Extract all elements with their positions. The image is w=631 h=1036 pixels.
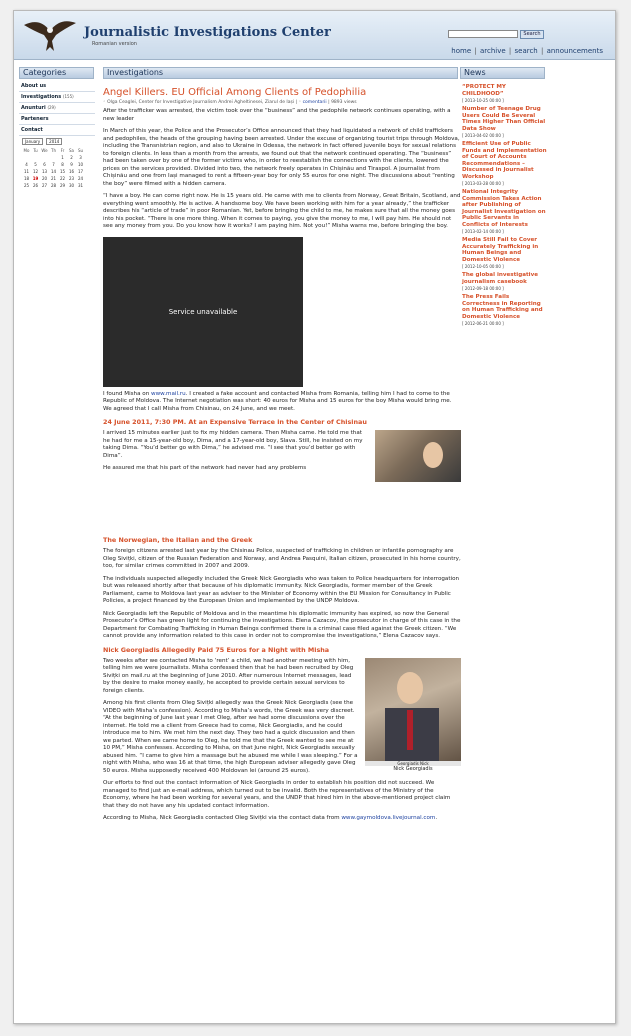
article-paragraph: In March of this year, the Police and the Prosecutor’s Office announced that they had liquidated a network of child traffickers and pedophiles, the heads of the grouping having been arrested. Under the excuse of organizing tourist trips through Moldova, including the Transnistrian region, and also to Ukraine in Odessa, the network in fact offered juvenile boys for sexual relations to foreign clients. In less than a month from the arrests, we found out that the network continued operating. The “business” had been taken over by one of the former victims who, in order to reestablish the connections with the clients, lowered the prices on the services provided. Divided into two, the network freely operates in Chișinău and Tiraspol. A journalist from Chișinău and one from Iași managed to rent a fifteen-year boy for only 55 euros for one night. The discussions about “renting the boy” were filmed with a hidden camera.	[103, 128, 460, 187]
terrace-section	[103, 430, 461, 494]
category-count: (155)	[62, 94, 74, 99]
left-sidebar	[19, 81, 95, 189]
article-lead: After the trafficker was arrested, the victim took over the “business” and the pedophile network continues operating, with a new leader	[103, 108, 451, 122]
news-item	[462, 141, 548, 186]
nav-archive-link[interactable]: archive	[479, 47, 506, 55]
paragraph-text: . I created a fake account and contacted Misha from Romania, telling him I had to come to the Republic of Moldova. The Internet negotiation was short: 40 euros for Misha and 15 euros for the boy Misha would bring me. We agreed that I call Misha from Chisinau, on 24 June, and we meet.	[103, 390, 452, 412]
terrace-photo	[375, 430, 461, 482]
news-heading: News	[460, 67, 545, 79]
article-paragraph	[103, 815, 461, 823]
comment-icon: ◦	[103, 100, 106, 105]
calendar-year-select[interactable]: 2014	[46, 138, 62, 145]
weekday-label: Tu	[33, 148, 38, 153]
news-item	[462, 84, 548, 103]
photo-inner-caption: Georgiadis Nick	[365, 761, 461, 766]
calendar-day[interactable]: 5	[34, 162, 37, 167]
byline-authors: Olga Ceaglei, Center for Investigative Journalism Andrei Agheltinesei, Ziarul de Iași	[107, 100, 295, 105]
calendar-week	[22, 175, 85, 182]
video-status-text: Service unavailable	[168, 307, 238, 316]
news-title-link[interactable]: “PROTECT MY CHILDHOOD”	[462, 84, 506, 97]
site-header	[14, 11, 615, 60]
news-date: [ 2013-02-14 00:00 ]	[462, 229, 504, 234]
calendar-day[interactable]: 2	[70, 155, 73, 160]
site-title[interactable]: Journalistic Investigations Center	[84, 25, 331, 40]
article-paragraph: “I have a boy. He can come right now. He is 15 years old. He came with me to clients from Norway, Great Britain, Scotland, and everything went smoothly. He is active. A handsome boy. We have been working with him for a year already,” the trafficker describes his “article of trade” in poor Romanian. Yet, before bringing the child to me, he makes sure that all the money goes into his pocket. “There is one more thing. When it comes to paying, you give the money to me, I will pay him. He should not see any money from you. Do you know how it works? I am paying him. Not you!” Misha warns me, before bringing the boy.	[103, 193, 461, 229]
site-subtitle: Romanian version	[92, 41, 137, 47]
calendar-day[interactable]: 18	[23, 176, 30, 181]
article-paragraph	[103, 391, 461, 414]
georgiadis-image	[365, 658, 461, 766]
article-paragraph: He assured me that his part of the network had never had any problems	[103, 465, 307, 471]
news-item	[462, 189, 548, 234]
news-sidebar	[460, 81, 548, 326]
weekday-label: Fr	[60, 148, 65, 153]
article-paragraph: Two weeks after we contacted Misha to ‘rent’ a child, we had another meeting with him, telling him we were journalists. Misha confessed then that he had been recruited by Oleg Sivițki on mail.ru at the beginning of June 2010. After numerous Internet messages, lead by the desire to make money easily, he accepted to provide certain sexual services to foreign clients.	[103, 657, 354, 694]
calendar-day[interactable]: 29	[59, 183, 66, 188]
calendar-day[interactable]: 23	[68, 176, 75, 181]
calendar-day	[22, 154, 31, 161]
calendar-day[interactable]: 9	[70, 162, 73, 167]
article-title[interactable]: Angel Killers. EU Official Among Clients of Pedophilia	[103, 87, 367, 98]
calendar-day[interactable]: 6	[43, 162, 46, 167]
news-date: [ 2013-04-02 00:00 ]	[462, 133, 504, 138]
news-title-link[interactable]: Efficient Use of Public Funds and Implementation of Court of Accounts Recommendations – Discussed in Journalist Workshop	[462, 141, 547, 180]
calendar-day[interactable]: 31	[77, 183, 84, 188]
top-nav: home | archive | search | announcements	[451, 47, 603, 55]
calendar-day[interactable]: 27	[41, 183, 48, 188]
main-content	[103, 71, 461, 828]
calendar-day[interactable]: 16	[68, 169, 75, 174]
calendar-day[interactable]: 26	[32, 183, 39, 188]
news-title-link[interactable]: The Press Fails Correctness in Reporting on Human Trafficking and Domestic Violence	[462, 294, 543, 320]
article-byline: ◦ Olga Ceaglei, Center for Investigative Journalism Andrei Agheltinesei, Ziarul de Iași | ◦ comentarii | 9893 views	[103, 100, 357, 105]
category-contact[interactable]	[19, 125, 95, 136]
category-label: Contact	[21, 127, 43, 133]
nav-home-link[interactable]: home	[451, 47, 472, 55]
category-anunturi[interactable]	[19, 103, 95, 114]
calendar-day[interactable]: 20	[41, 176, 48, 181]
photo-caption: Nick Georgiadis	[393, 765, 433, 772]
news-item	[462, 106, 548, 138]
weekday-label: Th	[51, 148, 56, 153]
gaymoldova-link[interactable]: www.gaymoldova.livejournal.com	[341, 815, 436, 821]
category-label: About us	[21, 83, 47, 89]
calendar-day[interactable]: 4	[25, 162, 28, 167]
calendar-day	[49, 154, 58, 161]
calendar-week	[22, 168, 85, 175]
investigations-heading: Investigations	[103, 67, 458, 79]
weekday-label: Sa	[69, 148, 74, 153]
article-paragraph: Our efforts to find out the contact information of Nick Georgiadis in order to establish his position did not succeed. We managed to find just an e-mail address, which turned out to be invalid. Both the representatives of the Ministry of the Economy, where he had been working for several years, and the UNDP that hired him in the above-mentioned project claim that they do not have any his updated contact information.	[103, 780, 451, 809]
calendar-day[interactable]: 28	[50, 183, 57, 188]
calendar-controls	[22, 138, 95, 145]
news-title-link[interactable]: Number of Teenage Drug Users Could Be Several Times Higher Than Official Data Show	[462, 106, 546, 132]
calendar-week	[22, 161, 85, 168]
category-label: Anunturi	[21, 105, 46, 111]
article-paragraph: Among his first clients from Oleg Sivițki allegedly was the Greek Nick Georgiadis (see the VIDEO with Misha’s confession). According to Misha’s words, the Greek was very discreet. “At the beginning of June last year I met Oleg, after we had some discussions over the internet. He told me a client from Greece had to come, Nick Georgiadis, and he could introduce me to him. We met him the next day. They two had a quick discussion and then we parted. When we came home to Oleg, he told me that the Greek wanted to see me at 10 PM,” Misha confesses. According to Misha, on that June night, Nick Georgiadis sexually abused him. “I came to give him a massage but he abused me while I was sleeping.” For a night with Misha, who was 16 at that time, the high European adviser allegedly gave Oleg 50 euros. Misha supposedly received 400 Moldovan lei (around 25 euros).	[103, 700, 358, 774]
subheading: Nick Georgiadis Allegedly Paid 75 Euros for a Night with Misha	[103, 645, 330, 654]
comments-link[interactable]: comentarii	[302, 100, 327, 105]
video-player[interactable]	[103, 237, 303, 387]
news-date: [ 2012-06-21 00:00 ]	[462, 321, 504, 326]
subheading: 24 June 2011, 7:30 PM. At an Expensive Terrace in the Center of Chisinau	[103, 418, 367, 426]
category-count: (29)	[47, 105, 56, 110]
nav-search-link[interactable]: search	[514, 47, 538, 55]
calendar-body	[22, 154, 85, 189]
calendar-week	[22, 182, 85, 189]
news-title-link[interactable]: The global investigative journalism casebook	[462, 272, 539, 285]
subheading: The Norwegian, the Italian and the Greek	[103, 536, 253, 544]
views-count: 9893 views	[331, 100, 357, 105]
calendar-day[interactable]: 7	[52, 162, 55, 167]
calendar-day[interactable]: 30	[68, 183, 75, 188]
calendar-day[interactable]: 19	[32, 176, 39, 181]
article-paragraph: The individuals suspected allegedly included the Greek Nick Georgiadis who was taken to Police headquarters for interrogation but was released shortly after that because of his diplomatic immunity. Nick Georgiadis, former member of the Greek Parliament, came to Moldova last year as adviser to the Minister of Economy within the EU Mission for Consultancy in Public Policies, a project financed by the European Union and implemented by the UNDP Moldova.	[103, 575, 460, 604]
calendar-day[interactable]: 1	[61, 155, 64, 160]
georgiadis-photo	[365, 658, 461, 776]
weekday-label: Mo	[23, 148, 30, 153]
calendar-day[interactable]: 25	[23, 183, 30, 188]
weekday-label: Su	[77, 148, 84, 153]
calendar-day[interactable]: 3	[79, 155, 82, 160]
article-paragraph: Nick Georgiadis left the Republic of Moldova and in the meantime his diplomatic immunity has expired, so now the General Prosecutor’s Office has green light for continuing the investigations. Elena Cazacov, the prosecutor in charge of this case in the Department for Combating Trafficking in Human Beings confirmed there is a criminal case filed against the Greek citizen. “We cannot provide any information related to this case in order not to compromise the investigations,” Elena Cazacov says.	[103, 610, 461, 639]
paragraph-text: .	[435, 815, 438, 821]
calendar-day[interactable]: 10	[77, 162, 84, 167]
calendar-day[interactable]: 13	[41, 169, 48, 174]
search-input[interactable]	[448, 30, 518, 38]
calendar-day[interactable]: 22	[59, 176, 66, 181]
news-date: [ 2013-03-28 00:00 ]	[462, 181, 504, 186]
category-label: Investigations	[21, 94, 62, 100]
article-paragraph: The foreign citizens arrested last year by the Chisinau Police, suspected of trafficking in children or infantile pornography are Oleg Sivițki, citizen of the Russian Federation and Norway, and Andrea Pasquini, Italian citizen, prosecuted in his home country, too, for similar crimes committed in 2007 and 2009.	[103, 548, 461, 569]
calendar-month-select[interactable]: January	[22, 138, 43, 145]
category-parteners[interactable]	[19, 114, 95, 125]
calendar-week	[22, 154, 85, 161]
calendar-day[interactable]: 24	[77, 176, 84, 181]
calendar-day	[40, 154, 49, 161]
nav-announcements-link[interactable]: announcements	[546, 47, 603, 55]
calendar-day[interactable]: 15	[59, 169, 66, 174]
news-item	[462, 237, 548, 269]
news-title-link[interactable]: National Integrity Commission Takes Action after Publishing of Journalist Investigation on Public Servants in Conflicts of Interests	[462, 189, 546, 228]
calendar-day[interactable]: 8	[61, 162, 64, 167]
page	[13, 10, 616, 1024]
search-button[interactable]: Search	[520, 30, 544, 39]
article-paragraph: I arrived 15 minutes earlier just to fix my hidden camera. Then Misha came. He told me that he had for me a 15-year-old boy, Dima, and a 17-year-old boy, Slava. Still, he insisted on my taking Dima. “You’d better go with Dima,” he advised me. “I see that you’d better go with Dima”.	[103, 430, 363, 459]
calendar-day	[31, 154, 40, 161]
calendar-day[interactable]: 17	[77, 169, 84, 174]
categories-heading: Categories	[19, 67, 94, 79]
news-item	[462, 272, 548, 291]
mailru-link[interactable]: www.mail.ru	[151, 390, 186, 397]
comment-icon: ◦	[298, 100, 302, 105]
eagle-logo-icon[interactable]	[22, 15, 78, 55]
paragraph-text: I found Misha on	[103, 390, 152, 397]
category-label: Parteners	[21, 116, 49, 122]
news-date: [ 2012-09-18 00:00 ]	[462, 286, 504, 291]
news-date: [ 2012-10-05 00:00 ]	[462, 264, 504, 269]
calendar-day[interactable]: 12	[32, 169, 39, 174]
paragraph-text: According to Misha, Nick Georgiadis contacted Oleg Sivițki via the contact data from	[103, 815, 342, 821]
calendar-day[interactable]: 11	[23, 169, 30, 174]
category-investigations[interactable]	[19, 92, 95, 103]
category-about-us[interactable]	[19, 81, 95, 92]
calendar-day[interactable]: 14	[50, 169, 57, 174]
calendar-day[interactable]: 21	[50, 176, 57, 181]
weekday-label: We	[41, 148, 48, 153]
news-date: [ 2013-10-25 00:00 ]	[462, 98, 504, 103]
news-item	[462, 294, 548, 326]
calendar	[22, 147, 85, 189]
news-title-link[interactable]: Media Still Fail to Cover Accurately Trafficking in Human Beings and Domestic Violence	[462, 237, 539, 263]
